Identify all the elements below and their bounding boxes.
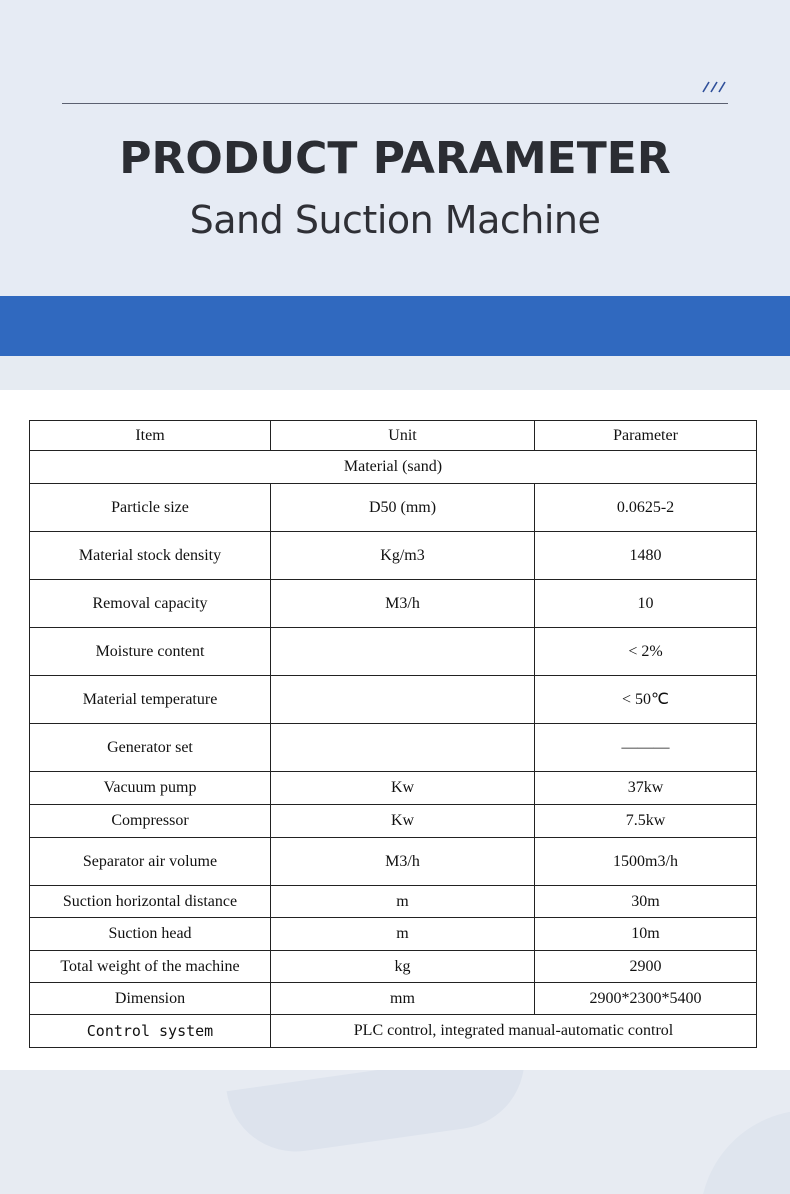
row-parameter: < 50℃ xyxy=(535,676,757,724)
row-item: Separator air volume xyxy=(30,838,271,886)
row-item: Suction horizontal distance xyxy=(30,886,271,918)
row-parameter: 37kw xyxy=(535,772,757,805)
row-unit: D50 (mm) xyxy=(271,484,535,532)
table-row xyxy=(30,838,757,886)
row-item: Vacuum pump xyxy=(30,772,271,805)
background-shape xyxy=(700,1110,790,1194)
table-row xyxy=(30,951,757,983)
row-item: Dimension xyxy=(30,983,271,1015)
row-parameter: 7.5kw xyxy=(535,805,757,838)
table-row xyxy=(30,886,757,918)
row-unit: Kw xyxy=(271,772,535,805)
table-row xyxy=(30,805,757,838)
row-item: Particle size xyxy=(30,484,271,532)
row-parameter: 2900 xyxy=(535,951,757,983)
row-item: Material temperature xyxy=(30,676,271,724)
row-parameter: ——— xyxy=(535,724,757,772)
row-unit xyxy=(271,628,535,676)
row-unit xyxy=(271,676,535,724)
row-unit: M3/h xyxy=(271,580,535,628)
slashes-decor-icon xyxy=(700,80,730,94)
row-unit xyxy=(271,724,535,772)
parameter-table xyxy=(29,420,757,1048)
table-row xyxy=(30,580,757,628)
row-parameter: 1480 xyxy=(535,532,757,580)
row-unit: mm xyxy=(271,983,535,1015)
row-item: Generator set xyxy=(30,724,271,772)
column-header-item: Item xyxy=(30,421,271,451)
row-parameter: 10 xyxy=(535,580,757,628)
table-row xyxy=(30,1015,757,1048)
table-row xyxy=(30,628,757,676)
table-row xyxy=(30,532,757,580)
table-row xyxy=(30,918,757,951)
table-row xyxy=(30,983,757,1015)
row-parameter: < 2% xyxy=(535,628,757,676)
table-row xyxy=(30,772,757,805)
page-subtitle: Sand Suction Machine xyxy=(189,198,601,242)
banner-gap xyxy=(0,356,790,390)
page-title: PRODUCT PARAMETER xyxy=(119,133,671,184)
section-label: Material (sand) xyxy=(30,451,757,484)
column-header-unit: Unit xyxy=(271,421,535,451)
table-row xyxy=(30,724,757,772)
row-item: Removal capacity xyxy=(30,580,271,628)
table-header-row xyxy=(30,421,757,451)
column-header-parameter: Parameter xyxy=(535,421,757,451)
row-unit: M3/h xyxy=(271,838,535,886)
row-unit: Kw xyxy=(271,805,535,838)
row-item: Control system xyxy=(30,1015,271,1048)
blue-banner xyxy=(0,296,790,356)
background-footer xyxy=(0,1070,790,1194)
row-unit: m xyxy=(271,886,535,918)
header-divider xyxy=(62,103,728,104)
row-parameter: 0.0625-2 xyxy=(535,484,757,532)
row-unit: kg xyxy=(271,951,535,983)
row-item: Suction head xyxy=(30,918,271,951)
row-item: Moisture content xyxy=(30,628,271,676)
row-parameter: 30m xyxy=(535,886,757,918)
row-unit: Kg/m3 xyxy=(271,532,535,580)
row-item: Compressor xyxy=(30,805,271,838)
row-item: Total weight of the machine xyxy=(30,951,271,983)
table-row xyxy=(30,676,757,724)
row-item: Material stock density xyxy=(30,532,271,580)
row-parameter: 2900*2300*5400 xyxy=(535,983,757,1015)
table-row xyxy=(30,484,757,532)
row-parameter: 10m xyxy=(535,918,757,951)
row-unit: m xyxy=(271,918,535,951)
background-shape xyxy=(227,1070,534,1161)
row-parameter: 1500m3/h xyxy=(535,838,757,886)
section-row xyxy=(30,451,757,484)
row-value: PLC control, integrated manual-automatic control xyxy=(271,1015,757,1048)
